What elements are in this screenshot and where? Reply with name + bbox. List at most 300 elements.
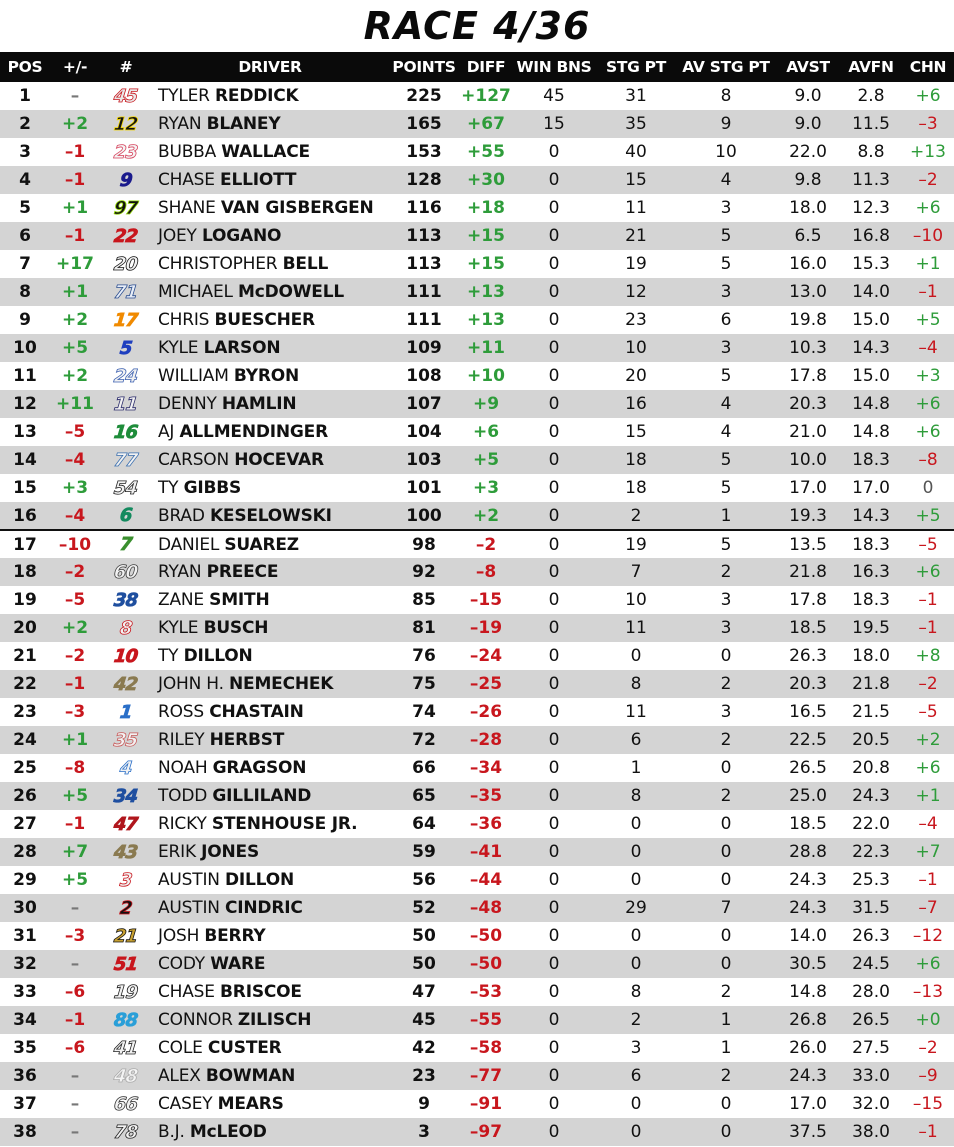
table-row[interactable] [0, 334, 954, 362]
stage-points-cell: 0 [630, 870, 642, 890]
points-cell: 56 [412, 870, 436, 890]
chn-cell: –4 [918, 814, 938, 834]
avg-stage-points-cell: 7 [720, 898, 732, 918]
driver-first-name: AUSTIN [158, 898, 220, 918]
car-number-cell [100, 1062, 152, 1090]
driver-name-cell [152, 194, 388, 222]
avg-stage-points-cell: 0 [720, 954, 732, 974]
position-change-cell: +5 [61, 786, 89, 806]
diff-cell: –26 [469, 702, 503, 722]
avg-start-cell: 17.0 [789, 478, 827, 498]
car-number-badge: 3 [119, 869, 133, 891]
car-number-badge: 77 [113, 449, 139, 471]
chn-cell: +8 [915, 646, 941, 666]
table-row[interactable] [0, 894, 954, 922]
avg-stage-points-cell: 10 [715, 142, 737, 162]
stage-points-cell: 0 [630, 954, 642, 974]
driver-first-name: ROSS [158, 702, 204, 722]
win-bonus-cell: 0 [548, 954, 560, 974]
col-header-diff[interactable]: DIFF [466, 58, 506, 76]
car-number-badge: 54 [113, 477, 139, 499]
car-number-cell [100, 1090, 152, 1118]
driver-name-cell [152, 530, 388, 558]
driver-last-name: McDOWELL [238, 282, 344, 302]
position-change-cell: +1 [61, 198, 89, 218]
avg-finish-cell: 24.3 [852, 786, 890, 806]
table-row[interactable] [0, 614, 954, 642]
car-number-cell [100, 446, 152, 474]
col-header-avg-finish[interactable]: AVFN [848, 58, 894, 76]
diff-cell: +55 [467, 142, 505, 162]
position-cell: 13 [13, 422, 37, 442]
win-bonus-cell: 0 [548, 702, 560, 722]
position-cell: 34 [13, 1010, 37, 1030]
table-row[interactable] [0, 558, 954, 586]
chn-cell: +6 [915, 86, 941, 106]
car-number-badge: 47 [113, 813, 139, 835]
car-number-badge: 23 [113, 141, 139, 163]
position-cell: 5 [19, 198, 31, 218]
avg-start-cell: 37.5 [789, 1122, 827, 1142]
table-row[interactable] [0, 642, 954, 670]
position-cell: 21 [13, 646, 37, 666]
driver-first-name: NOAH [158, 758, 208, 778]
table-row[interactable] [0, 866, 954, 894]
win-bonus-cell: 0 [548, 394, 560, 414]
avg-start-cell: 17.8 [789, 590, 827, 610]
driver-first-name: JOSH [158, 926, 200, 946]
car-number-cell [100, 110, 152, 138]
avg-finish-cell: 15.3 [852, 254, 890, 274]
stage-points-cell: 16 [625, 394, 647, 414]
diff-cell: +18 [467, 198, 505, 218]
avg-start-cell: 14.8 [789, 982, 827, 1002]
position-cell: 38 [13, 1122, 37, 1142]
chn-cell: +1 [915, 254, 941, 274]
car-number-cell [100, 558, 152, 586]
car-number-cell [100, 502, 152, 530]
stage-points-cell: 2 [630, 1010, 642, 1030]
avg-finish-cell: 19.5 [852, 618, 890, 638]
driver-first-name: DENNY [158, 394, 217, 414]
chn-cell: –8 [918, 450, 938, 470]
position-change-cell: –1 [64, 226, 86, 246]
driver-last-name: CINDRIC [225, 898, 303, 918]
diff-cell: –50 [469, 954, 503, 974]
avg-start-cell: 26.0 [789, 1038, 827, 1058]
avg-start-cell: 17.8 [789, 366, 827, 386]
avg-start-cell: 21.0 [789, 422, 827, 442]
diff-cell: +15 [467, 254, 505, 274]
car-number-cell [100, 82, 152, 110]
car-number-cell [100, 1118, 152, 1146]
car-number-cell [100, 474, 152, 502]
diff-cell: –25 [469, 674, 503, 694]
position-change-cell: +1 [61, 730, 89, 750]
table-row[interactable] [0, 446, 954, 474]
chn-cell: –1 [918, 590, 938, 610]
points-cell: 50 [412, 926, 436, 946]
avg-start-cell: 16.5 [789, 702, 827, 722]
avg-stage-points-cell: 5 [720, 226, 732, 246]
table-row[interactable] [0, 698, 954, 726]
car-number-cell [100, 166, 152, 194]
stage-points-cell: 11 [625, 618, 647, 638]
table-row[interactable] [0, 838, 954, 866]
stage-points-cell: 11 [625, 702, 647, 722]
car-number-cell [100, 1034, 152, 1062]
position-change-cell: –2 [64, 562, 86, 582]
points-cell: 109 [406, 338, 442, 358]
points-cell: 66 [412, 758, 436, 778]
diff-cell: –28 [469, 730, 503, 750]
driver-first-name: ALEX [158, 1066, 201, 1086]
win-bonus-cell: 0 [512, 502, 596, 530]
avg-stage-points-cell: 2 [720, 674, 732, 694]
driver-last-name: BRISCOE [220, 982, 302, 1002]
position-change-cell: +2 [61, 618, 89, 638]
driver-name-cell [152, 642, 388, 670]
avg-start-cell: 20.3 [789, 394, 827, 414]
win-bonus-cell: 0 [548, 786, 560, 806]
driver-first-name: TY [158, 646, 179, 666]
avg-stage-points-cell: 8 [720, 86, 732, 106]
win-bonus-cell: 45 [543, 86, 565, 106]
position-cell: 14 [13, 450, 37, 470]
avg-finish-cell: 18.3 [852, 590, 890, 610]
avg-start-cell: 18.0 [789, 198, 827, 218]
position-change-cell: +2 [61, 366, 89, 386]
table-row[interactable] [0, 670, 954, 698]
avg-start-cell: 18.5 [789, 618, 827, 638]
driver-last-name: LARSON [203, 338, 281, 358]
stage-points-cell: 0 [630, 1094, 642, 1114]
diff-cell: –19 [469, 618, 503, 638]
stage-points-cell: 19 [625, 254, 647, 274]
avg-finish-cell: 20.8 [852, 758, 890, 778]
driver-first-name: CASEY [158, 1094, 213, 1114]
position-cell: 23 [13, 702, 37, 722]
stage-points-cell: 10 [625, 590, 647, 610]
diff-cell: –91 [469, 1094, 503, 1114]
avg-start-cell: 10.0 [789, 450, 827, 470]
avg-stage-points-cell: 3 [720, 590, 732, 610]
table-row[interactable] [0, 474, 954, 502]
stage-points-cell: 19 [625, 534, 647, 555]
driver-first-name: BRAD [158, 505, 205, 526]
driver-last-name: LOGANO [201, 226, 282, 246]
table-row[interactable] [0, 250, 954, 278]
avg-finish-cell: 14.8 [852, 422, 890, 442]
avg-stage-points-cell: 2 [720, 1066, 732, 1086]
chn-cell: +6 [915, 562, 941, 582]
avg-start-cell: 10.3 [789, 338, 827, 358]
driver-first-name: ERIK [158, 842, 196, 862]
chn-cell: –10 [912, 226, 944, 246]
diff-cell: –35 [469, 786, 503, 806]
driver-name-cell [152, 1118, 388, 1146]
car-number-cell [100, 250, 152, 278]
diff-cell: +2 [460, 502, 512, 530]
position-cell: 17 [13, 534, 37, 555]
car-number-badge: 38 [113, 589, 139, 611]
diff-cell: +11 [467, 338, 505, 358]
chn-cell: +7 [915, 842, 941, 862]
driver-last-name: BUESCHER [214, 310, 315, 330]
driver-last-name: ALLMENDINGER [179, 422, 328, 442]
driver-last-name: BYRON [233, 366, 300, 386]
diff-cell: +15 [467, 226, 505, 246]
avg-start-cell: 26.5 [789, 758, 827, 778]
car-number-cell [100, 670, 152, 698]
table-row[interactable] [0, 1034, 954, 1062]
avg-stage-points-cell: 0 [720, 814, 732, 834]
driver-name-cell [152, 334, 388, 362]
win-bonus-cell: 0 [548, 282, 560, 302]
avg-finish-cell: 14.0 [852, 282, 890, 302]
avg-stage-points-cell: 5 [720, 450, 732, 470]
win-bonus-cell: 0 [548, 870, 560, 890]
table-row[interactable] [0, 782, 954, 810]
col-header-avg-stage-points[interactable]: AV STG PT [682, 58, 770, 76]
stage-points-cell: 15 [625, 422, 647, 442]
driver-name-cell [152, 446, 388, 474]
avg-finish-cell: 12.3 [852, 198, 890, 218]
diff-cell: +3 [472, 478, 500, 498]
avg-finish-cell: 27.5 [852, 1038, 890, 1058]
avg-finish-cell: 21.5 [852, 702, 890, 722]
driver-first-name: COLE [158, 1038, 203, 1058]
col-header-car-number[interactable]: # [119, 58, 133, 76]
position-cell: 25 [13, 758, 37, 778]
position-change-cell: –1 [64, 1010, 86, 1030]
car-number-badge: 12 [113, 113, 139, 135]
table-row[interactable] [0, 754, 954, 782]
table-row[interactable] [0, 1006, 954, 1034]
driver-name-cell [152, 838, 388, 866]
table-row[interactable] [0, 978, 954, 1006]
table-row[interactable] [0, 1090, 954, 1118]
avg-start-cell: 20.3 [789, 674, 827, 694]
position-cell: 29 [13, 870, 37, 890]
position-cell: 31 [13, 926, 37, 946]
win-bonus-cell: 0 [548, 198, 560, 218]
points-cell: 100 [388, 502, 460, 530]
table-row[interactable] [0, 586, 954, 614]
points-cell: 23 [412, 1066, 436, 1086]
driver-last-name: DILLON [183, 646, 253, 666]
stage-points-cell: 29 [625, 898, 647, 918]
table-row[interactable] [0, 530, 954, 558]
position-change-cell: – [70, 86, 80, 106]
driver-name-cell [152, 306, 388, 334]
driver-name-cell [152, 726, 388, 754]
table-row[interactable] [0, 502, 954, 530]
car-number-cell [100, 922, 152, 950]
avg-stage-points-cell: 1 [676, 502, 776, 530]
stage-points-cell: 1 [630, 758, 642, 778]
car-number-badge: 20 [113, 253, 139, 275]
diff-cell: –34 [469, 758, 503, 778]
table-row[interactable] [0, 726, 954, 754]
points-cell: 128 [406, 170, 442, 190]
points-cell: 72 [412, 730, 436, 750]
points-cell: 50 [412, 954, 436, 974]
position-cell: 1 [19, 86, 31, 106]
table-row[interactable] [0, 222, 954, 250]
position-cell: 15 [13, 478, 37, 498]
chn-cell: –2 [918, 674, 938, 694]
car-number-badge: 17 [113, 309, 139, 331]
diff-cell: –53 [469, 982, 503, 1002]
avg-finish-cell: 38.0 [852, 1122, 890, 1142]
avg-start-cell: 22.5 [789, 730, 827, 750]
driver-first-name: CHRISTOPHER [158, 254, 278, 274]
win-bonus-cell: 0 [548, 562, 560, 582]
table-row[interactable] [0, 82, 954, 110]
col-header-change-since-last[interactable]: CHN [909, 58, 947, 76]
table-row[interactable] [0, 418, 954, 446]
position-change-cell: – [70, 1066, 80, 1086]
car-number-badge: 4 [119, 757, 133, 779]
avg-stage-points-cell: 0 [720, 870, 732, 890]
table-row[interactable] [0, 810, 954, 838]
chn-cell: +6 [915, 422, 941, 442]
driver-name-cell [152, 754, 388, 782]
chn-cell: +5 [915, 310, 941, 330]
stage-points-cell: 18 [625, 478, 647, 498]
win-bonus-cell: 0 [548, 1038, 560, 1058]
driver-name-cell [152, 1062, 388, 1090]
chn-cell: –1 [918, 618, 938, 638]
col-header-pos[interactable]: POS [7, 58, 43, 76]
position-cell: 2 [19, 114, 31, 134]
table-row[interactable] [0, 306, 954, 334]
avg-stage-points-cell: 0 [720, 1094, 732, 1114]
avg-finish-cell: 28.0 [852, 982, 890, 1002]
position-change-cell: +7 [61, 842, 89, 862]
diff-cell: –48 [469, 898, 503, 918]
col-header-driver[interactable]: DRIVER [238, 58, 302, 76]
avg-finish-cell: 16.3 [852, 562, 890, 582]
avg-stage-points-cell: 9 [720, 114, 732, 134]
win-bonus-cell: 0 [548, 898, 560, 918]
driver-first-name: SHANE [158, 198, 216, 218]
table-row[interactable] [0, 138, 954, 166]
stage-points-cell: 8 [630, 982, 642, 1002]
driver-name-cell [152, 922, 388, 950]
driver-last-name: HERBST [209, 730, 285, 750]
driver-name-cell [152, 1034, 388, 1062]
table-row[interactable] [0, 166, 954, 194]
driver-name-cell [152, 138, 388, 166]
position-change-cell: –1 [64, 674, 86, 694]
driver-name-cell [152, 586, 388, 614]
col-header-change[interactable]: +/- [62, 58, 88, 76]
table-row[interactable] [0, 390, 954, 418]
avg-finish-cell: 8.8 [857, 142, 885, 162]
position-change-cell: +1 [61, 282, 89, 302]
win-bonus-cell: 0 [548, 1066, 560, 1086]
avg-start-cell: 17.0 [789, 1094, 827, 1114]
position-cell: 24 [13, 730, 37, 750]
win-bonus-cell: 0 [548, 338, 560, 358]
diff-cell: +67 [467, 114, 505, 134]
car-number-cell [100, 782, 152, 810]
driver-last-name: REDDICK [215, 86, 299, 106]
driver-last-name: BUSCH [203, 618, 269, 638]
car-number-cell [100, 222, 152, 250]
col-header-stage-points[interactable]: STG PT [606, 58, 666, 76]
diff-cell: –77 [469, 1066, 503, 1086]
avg-finish-cell: 14.3 [852, 338, 890, 358]
table-row[interactable] [0, 278, 954, 306]
car-number-cell [100, 278, 152, 306]
position-cell: 18 [13, 562, 37, 582]
avg-finish-cell: 2.8 [857, 86, 885, 106]
table-row[interactable] [0, 194, 954, 222]
win-bonus-cell: 15 [543, 114, 565, 134]
driver-first-name: TYLER [158, 86, 210, 106]
car-number-badge: 41 [113, 1037, 139, 1059]
position-cell: 27 [13, 814, 37, 834]
chn-cell: –1 [918, 1122, 938, 1142]
table-row[interactable] [0, 1062, 954, 1090]
table-row[interactable] [0, 950, 954, 978]
car-number-badge: 60 [113, 561, 139, 583]
table-row[interactable] [0, 922, 954, 950]
car-number-cell [100, 418, 152, 446]
points-cell: 76 [412, 646, 436, 666]
stage-points-cell: 31 [625, 86, 647, 106]
car-number-badge: 45 [113, 85, 139, 107]
avg-finish-cell: 21.8 [852, 674, 890, 694]
win-bonus-cell: 0 [548, 926, 560, 946]
avg-start-cell: 30.5 [789, 954, 827, 974]
car-number-badge: 88 [113, 1009, 139, 1031]
driver-first-name: BUBBA [158, 142, 217, 162]
position-change-cell: +3 [61, 478, 89, 498]
position-change-cell: –4 [64, 450, 86, 470]
stage-points-cell: 8 [630, 674, 642, 694]
driver-first-name: TODD [158, 786, 208, 806]
driver-first-name: B.J. [158, 1122, 185, 1142]
chn-cell: –15 [912, 1094, 944, 1114]
car-number-badge: 78 [113, 1121, 139, 1143]
table-row[interactable] [0, 362, 954, 390]
points-cell: 64 [412, 814, 436, 834]
car-number-cell [100, 306, 152, 334]
driver-name-cell [152, 166, 388, 194]
table-row[interactable] [0, 1118, 954, 1146]
driver-first-name: TY [158, 478, 179, 498]
diff-cell: –36 [469, 814, 503, 834]
car-number-cell [100, 866, 152, 894]
stage-points-cell: 0 [630, 646, 642, 666]
driver-name-cell [152, 698, 388, 726]
avg-finish-cell: 32.0 [852, 1094, 890, 1114]
win-bonus-cell: 0 [548, 618, 560, 638]
position-cell: 28 [13, 842, 37, 862]
driver-name-cell [152, 222, 388, 250]
car-number-badge: 42 [113, 673, 139, 695]
col-header-points[interactable]: POINTS [392, 58, 456, 76]
position-change-cell: –1 [64, 142, 86, 162]
driver-name-cell [152, 474, 388, 502]
table-row[interactable] [0, 110, 954, 138]
col-header-win-bonus[interactable]: WIN BNS [516, 58, 592, 76]
col-header-avg-start[interactable]: AVST [786, 58, 830, 76]
